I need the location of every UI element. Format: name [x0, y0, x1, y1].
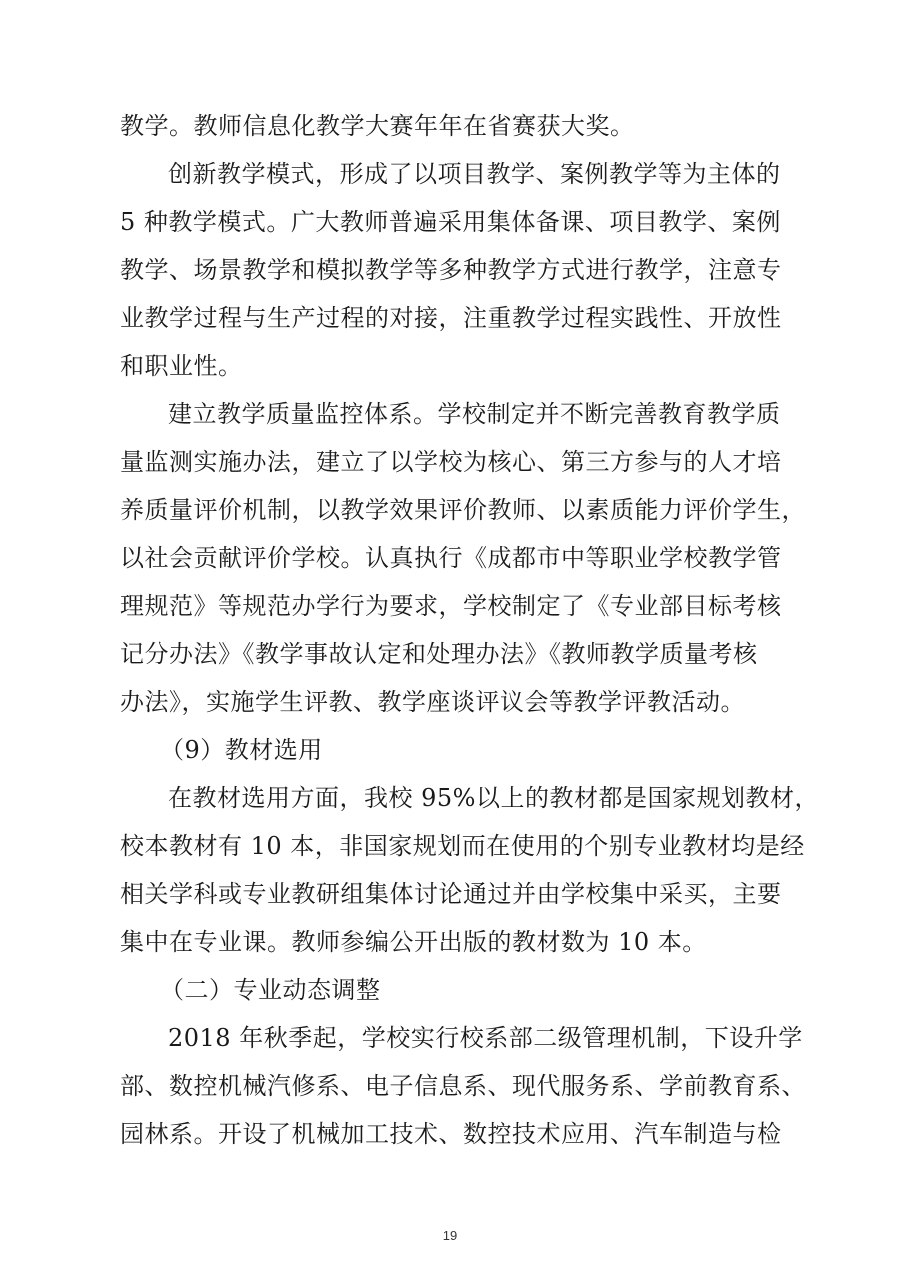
- page-number: 19: [442, 1228, 458, 1243]
- paragraph-line: 建立教学质量监控体系。学校制定并不断完善教育教学质: [168, 400, 781, 428]
- paragraph-line: 和职业性。: [120, 352, 243, 380]
- paragraph-line: 校本教材有 10 本，非国家规划而在使用的个别专业教材均是经: [120, 832, 805, 860]
- section-heading: （9）教材选用: [160, 736, 323, 764]
- paragraph-line: 教学、场景教学和模拟教学等多种教学方式进行教学，注意专: [120, 256, 782, 284]
- paragraph-line: 5 种教学模式。广大教师普遍采用集体备课、项目教学、案例: [120, 208, 781, 236]
- paragraph-line: 相关学科或专业教研组集体讨论通过并由学校集中采买，主要: [120, 880, 782, 908]
- paragraph-line: 养质量评价机制，以教学效果评价教师、以素质能力评价学生，: [120, 496, 806, 524]
- paragraph-line: 办法》，实施学生评教、教学座谈评议会等教学评教活动。: [120, 688, 745, 716]
- paragraph-line: 集中在专业课。教师参编公开出版的教材数为 10 本。: [120, 928, 707, 956]
- paragraph-line: 记分办法》《教学事故认定和处理办法》《教师教学质量考核: [120, 640, 758, 668]
- paragraph-line: 部、数控机械汽修系、电子信息系、现代服务系、学前教育系、: [120, 1072, 806, 1100]
- paragraph-line: 园林系。开设了机械加工技术、数控技术应用、汽车制造与检: [120, 1120, 782, 1148]
- paragraph-line: 创新教学模式，形成了以项目教学、案例教学等为主体的: [168, 160, 781, 188]
- section-heading: （二）专业动态调整: [160, 976, 381, 1004]
- paragraph-line: 理规范》等规范办学行为要求，学校制定了《专业部目标考核: [120, 592, 782, 620]
- paragraph-line: 以社会贡献评价学校。认真执行《成都市中等职业学校教学管: [120, 544, 782, 572]
- paragraph-line: 教学。教师信息化教学大赛年年在省赛获大奖。: [120, 112, 635, 140]
- paragraph-line: 在教材选用方面，我校 95%以上的教材都是国家规划教材，: [168, 784, 819, 812]
- paragraph-line: 量监测实施办法，建立了以学校为核心、第三方参与的人才培: [120, 448, 782, 476]
- paragraph-line: 业教学过程与生产过程的对接，注重教学过程实践性、开放性: [120, 304, 782, 332]
- paragraph-line: 2018 年秋季起，学校实行校系部二级管理机制，下设升学: [168, 1024, 803, 1052]
